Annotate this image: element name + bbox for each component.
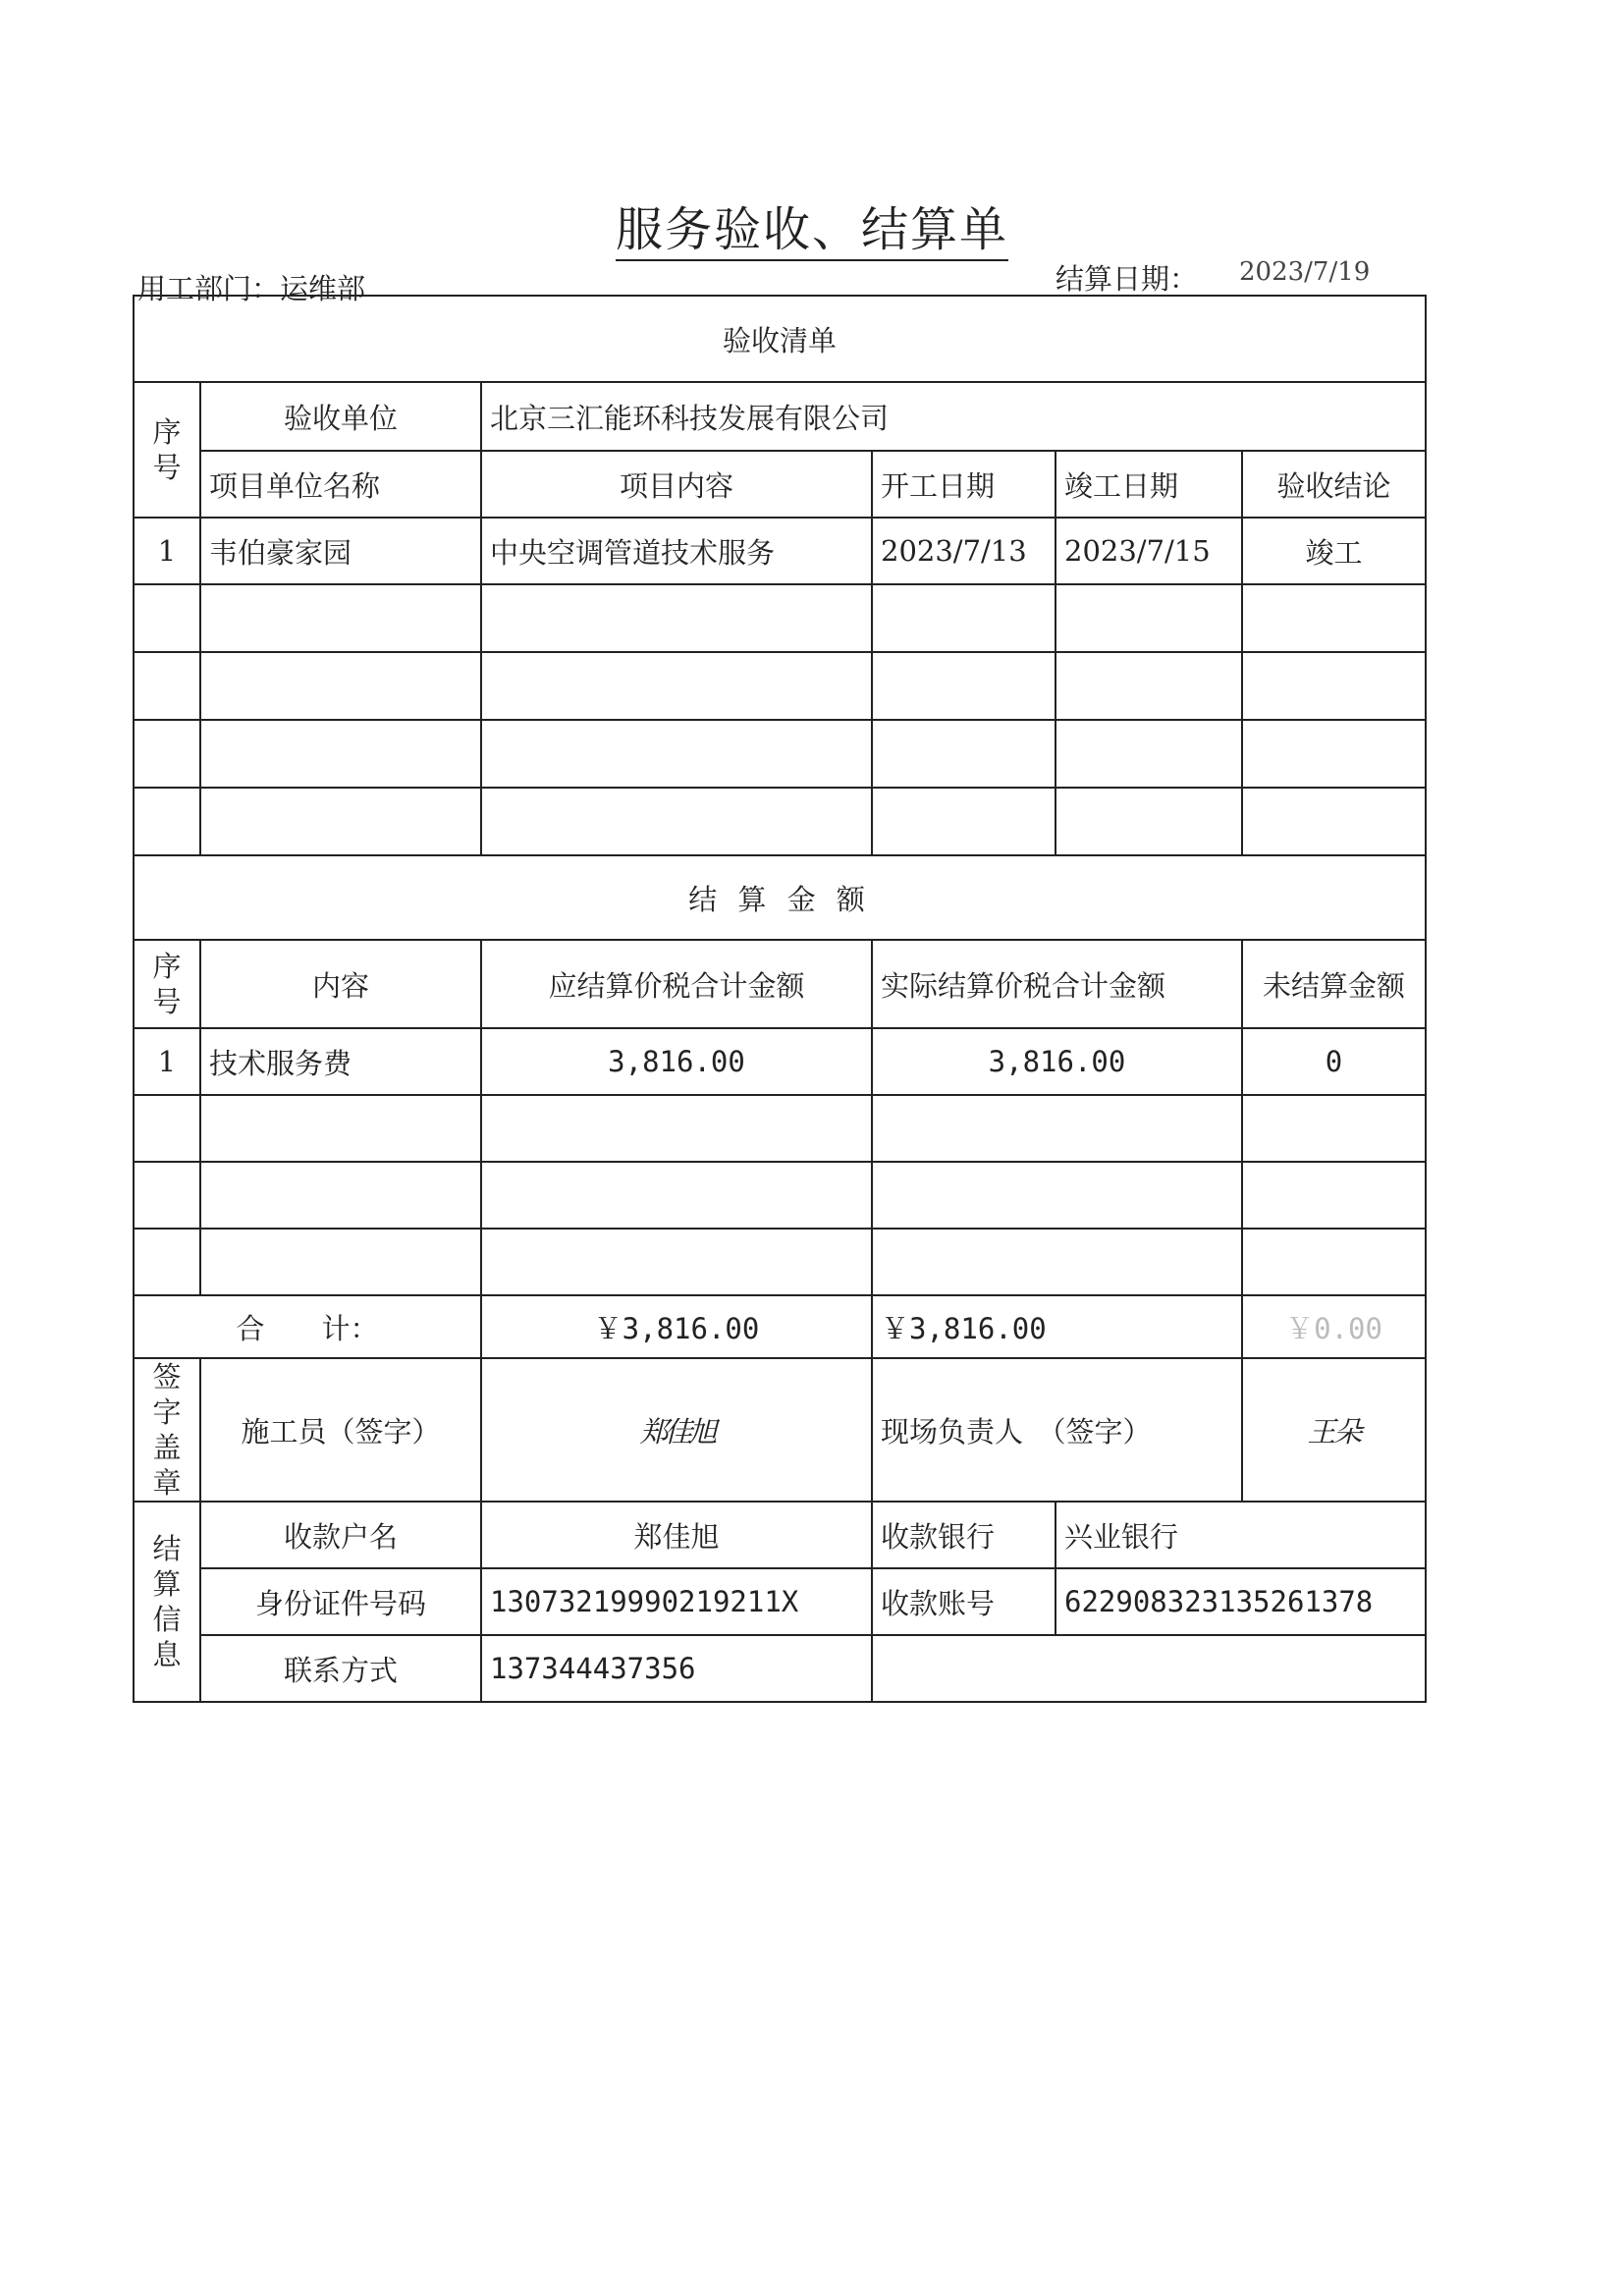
table-row [134, 518, 1426, 584]
document-title-text: 服务验收、结算单 [616, 202, 1008, 261]
col-amount-actual: 实际结算价税合计金额 [872, 940, 1242, 1028]
total-unsettled: ￥0.00 [1242, 1295, 1426, 1358]
cell: 2023/7/15 [1056, 518, 1242, 584]
cell: 1 [134, 1028, 200, 1095]
cell [1056, 652, 1242, 720]
cell [1242, 584, 1426, 652]
cell [1056, 720, 1242, 788]
cell [134, 1229, 200, 1295]
col-amount-due: 应结算价税合计金额 [481, 940, 872, 1028]
cell [200, 584, 481, 652]
table-row [134, 1095, 1426, 1162]
settlement-date-label: 结算日期： [1056, 262, 1199, 296]
signature-label: 签字盖章 [134, 1358, 200, 1502]
cell [1242, 1162, 1426, 1229]
blank-cell [872, 1635, 1426, 1702]
table-row [134, 652, 1426, 720]
cell [872, 1095, 1242, 1162]
cell [872, 720, 1056, 788]
cell [481, 652, 872, 720]
account-value: 6229083231352613​78 [1056, 1568, 1426, 1635]
cell: 中央空调管道技术服务 [481, 518, 872, 584]
cell [200, 1095, 481, 1162]
table-row [134, 720, 1426, 788]
cell: 3,816.00 [872, 1028, 1242, 1095]
cell [872, 788, 1056, 855]
cell [872, 652, 1056, 720]
cell [481, 584, 872, 652]
total-row [134, 1295, 1426, 1358]
payee-label: 收款户名 [200, 1502, 481, 1568]
settlement-section-title: 结 算 金 额 [134, 855, 1426, 940]
cell [1242, 720, 1426, 788]
acceptance-unit-label: 验收单位 [200, 382, 481, 451]
table-row [134, 584, 1426, 652]
document-title [0, 191, 1624, 259]
table-row [134, 1229, 1426, 1295]
table-row [134, 788, 1426, 855]
worker-sign-label: 施工员（签字） [200, 1358, 481, 1502]
cell [134, 788, 200, 855]
col-amount-unsettled: 未结算金额 [1242, 940, 1426, 1028]
col-conclusion: 验收结论 [1242, 451, 1426, 518]
cell [134, 720, 200, 788]
contact-label: 联系方式 [200, 1635, 481, 1702]
cell [1056, 788, 1242, 855]
cell [481, 720, 872, 788]
cell [200, 788, 481, 855]
col-project-unit: 项目单位名称 [200, 451, 481, 518]
cell: 竣工 [1242, 518, 1426, 584]
contact-value: 137344437356 [481, 1635, 872, 1702]
cell [1242, 788, 1426, 855]
acceptance-section-title: 验收清单 [134, 296, 1426, 382]
cell [481, 1162, 872, 1229]
cell [1056, 584, 1242, 652]
cell: 韦伯豪家园 [200, 518, 481, 584]
cell [872, 584, 1056, 652]
cell [200, 652, 481, 720]
cell [872, 1229, 1242, 1295]
cell [134, 1095, 200, 1162]
department-label: 用工部门：运维部 [137, 272, 366, 305]
acceptance-unit-value: 北京三汇能环科技发展有限公司 [481, 382, 1426, 451]
cell [872, 1162, 1242, 1229]
cell [134, 652, 200, 720]
cell [481, 1229, 872, 1295]
cell: 3,816.00 [481, 1028, 872, 1095]
payment-info-label: 结算信息 [134, 1502, 200, 1702]
cell: 0 [1242, 1028, 1426, 1095]
col-content: 内容 [200, 940, 481, 1028]
table-row [134, 1162, 1426, 1229]
cell [134, 584, 200, 652]
id-label: 身份证件号码 [200, 1568, 481, 1635]
payee-value: 郑佳旭 [481, 1502, 872, 1568]
total-label: 合 计： [134, 1295, 481, 1358]
bank-value: 兴业银行 [1056, 1502, 1426, 1568]
id-value: 13073219990219211X [481, 1568, 872, 1635]
manager-signature: 王朵 [1242, 1358, 1426, 1502]
acceptance-settlement-form [133, 295, 1427, 1703]
col-seq: 序号 [134, 940, 200, 1028]
col-start-date: 开工日期 [872, 451, 1056, 518]
bank-label: 收款银行 [872, 1502, 1056, 1568]
col-project-content: 项目内容 [481, 451, 872, 518]
manager-sign-label: 现场负责人 （签字） [872, 1358, 1242, 1502]
cell [481, 788, 872, 855]
table-row [134, 1028, 1426, 1095]
cell [1242, 1095, 1426, 1162]
col-finish-date: 竣工日期 [1056, 451, 1242, 518]
cell: 技术服务费 [200, 1028, 481, 1095]
account-label: 收款账号 [872, 1568, 1056, 1635]
cell: 1 [134, 518, 200, 584]
cell [200, 1229, 481, 1295]
cell [481, 1095, 872, 1162]
cell: 2023/7/13 [872, 518, 1056, 584]
cell [200, 1162, 481, 1229]
total-actual: ￥3,816.00 [872, 1295, 1242, 1358]
cell [134, 1162, 200, 1229]
settlement-date: 2023/7/19 [1239, 257, 1371, 287]
cell [200, 720, 481, 788]
cell [1242, 652, 1426, 720]
total-due: ￥3,816.00 [481, 1295, 872, 1358]
worker-signature: 郑佳旭 [481, 1358, 872, 1502]
cell [1242, 1229, 1426, 1295]
signature-row [134, 1358, 1426, 1502]
acceptance-seq-header: 序号 [134, 382, 200, 518]
